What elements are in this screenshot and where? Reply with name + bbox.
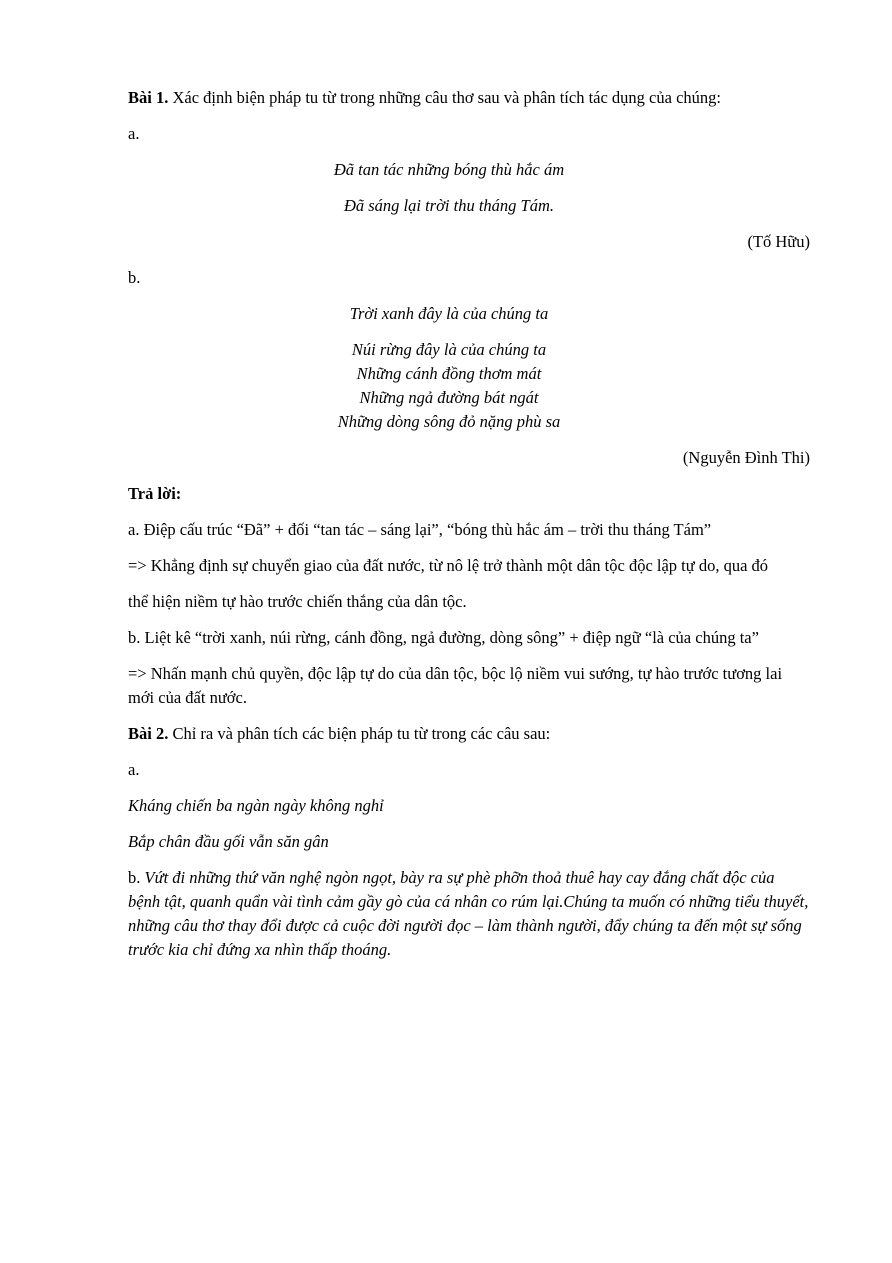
author-b: (Nguyễn Đình Thi) [682,448,810,467]
answer-a1: a. Điệp cấu trúc “Đã” + đối “tan tác – sáng lại”, “bóng thù hắc ám – trời thu tháng Tám” [128,520,712,539]
bai2-a-line: Bắp chân đầu gối vẫn săn gân [128,832,329,851]
bai2-question-text: Chỉ ra và phân tích các biện pháp tu từ trong các câu sau: [168,724,551,743]
poem-b-line: Những dòng sông đỏ nặng phù sa [337,412,561,431]
bai1-b-label: b. [128,268,141,287]
poem-b-line: Núi rừng đây là của chúng ta [351,340,547,359]
bai1-a-label: a. [128,124,140,143]
poem-b [128,302,810,434]
author-a: (Tố Hữu) [747,232,810,251]
bai2-b-label: b. [128,868,145,887]
bai2-b-text: Vứt đi những thứ văn nghệ ngòn ngọt, bày ra sự phè phỡn thoả thuê hay cay đắng chất độc của bệnh tật, quanh quẩn vài tình cảm gầy gò của cá nhân co rúm lại.Chúng ta muốn có những tiểu thuyết, những câu thơ thay đổi được cả cuộc đời người đọc – làm thành người, đẩy chúng ta đến một sự sống trước kia chỉ đứng xa nhìn thấp thoáng. [128,868,809,959]
answer-heading-text: Trả lời: [128,484,182,503]
poem-b-line: Những ngả đường bát ngát [359,388,539,407]
bai1-question [128,86,810,110]
bai2-a-line: Kháng chiến ba ngàn ngày không nghỉ [128,796,384,815]
bai1-label: Bài 1. [128,88,169,107]
poem-a [128,158,810,218]
poem-a-line: Đã tan tác những bóng thù hắc ám [333,160,565,179]
bai1-question-text: Xác định biện pháp tu từ trong những câu thơ sau và phân tích tác dụng của chúng: [168,88,721,107]
poem-a-line: Đã sáng lại trời thu tháng Tám. [343,196,555,215]
answer-a2: => Khẳng định sự chuyển giao của đất nước, từ nô lệ trở thành một dân tộc độc lập tự do, qua đó [128,556,769,575]
answer-b2: => Nhấn mạnh chủ quyền, độc lập tự do của dân tộc, bộc lộ niềm vui sướng, tự hào trước tương lai mới của đất nước. [128,664,783,707]
bai2-label: Bài 2. [128,724,169,743]
answer-heading [128,482,810,506]
poem-b-line: Những cánh đồng thơm mát [356,364,542,383]
bai2-a-label: a. [128,760,140,779]
answer-b1: b. Liệt kê “trời xanh, núi rừng, cánh đồng, ngả đường, dòng sông” + điệp ngữ “là của chúng ta” [128,628,759,647]
document-content [128,86,810,962]
poem-b-line: Trời xanh đây là của chúng ta [349,304,549,323]
bai2-question [128,722,810,746]
bai2-b-paragraph [128,866,810,962]
answer-a3: thể hiện niềm tự hào trước chiến thắng của dân tộc. [128,592,467,611]
